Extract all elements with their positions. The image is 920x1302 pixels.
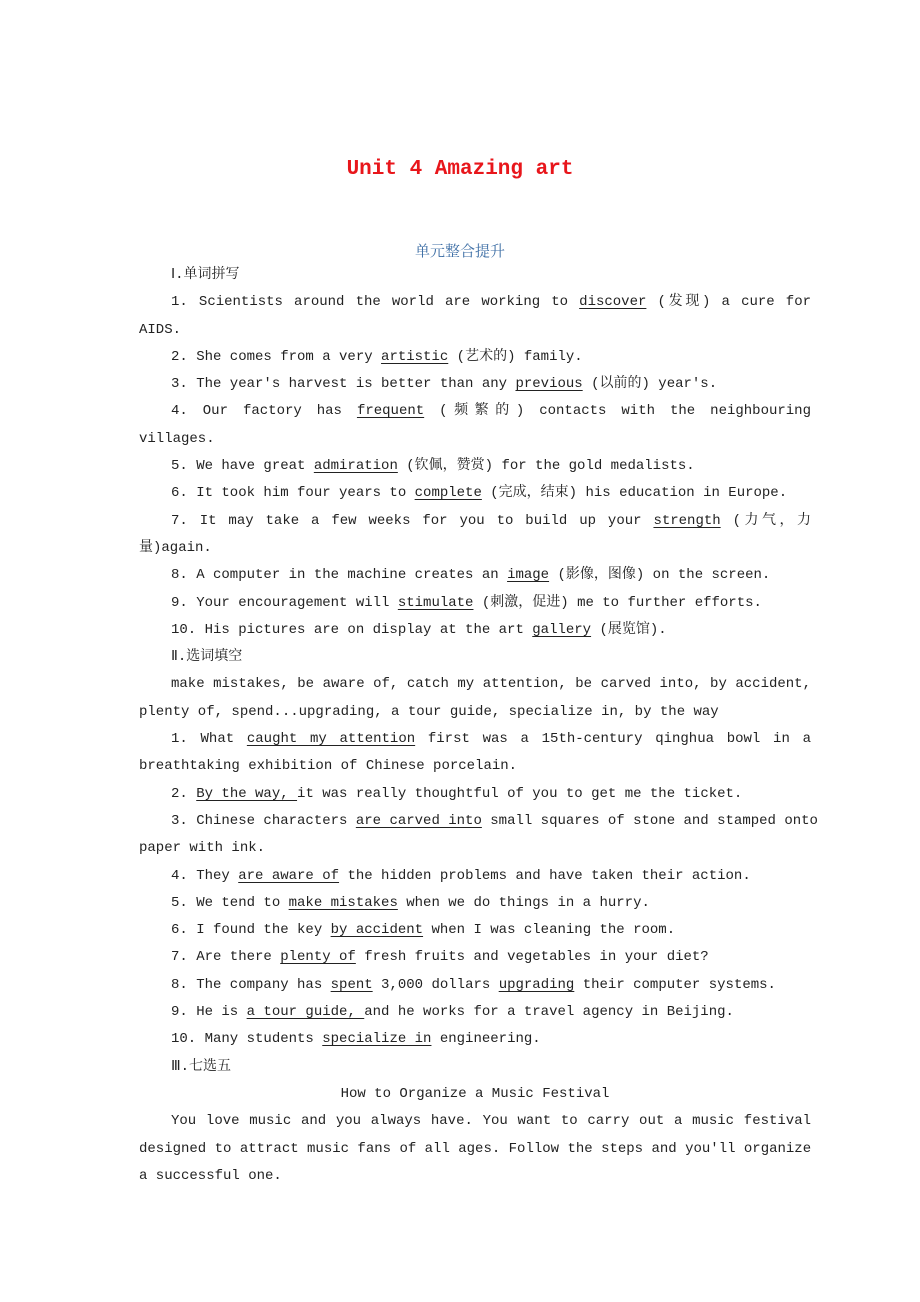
text-line xyxy=(139,783,811,810)
text-line xyxy=(139,482,811,509)
text-segment: 10. His pictures are on display at the art xyxy=(171,621,533,638)
text-line xyxy=(139,1138,811,1165)
answer-text: strength xyxy=(653,512,721,529)
text-segment: AIDS. xyxy=(139,321,182,338)
answer-text: image xyxy=(507,567,550,584)
text-line xyxy=(139,1083,811,1110)
answer-text: upgrading xyxy=(498,976,575,993)
text-line xyxy=(139,1165,811,1192)
text-line xyxy=(139,837,811,864)
text-line xyxy=(139,946,811,973)
text-segment: small squares of stone and stamped onto xyxy=(481,812,818,829)
answer-text: admiration xyxy=(313,458,398,475)
text-line xyxy=(139,264,811,291)
text-segment: (发现) a cure for xyxy=(646,294,811,311)
text-segment: breathtaking exhibition of Chinese porcelain. xyxy=(139,758,518,775)
text-segment: (以前的) year's. xyxy=(582,376,718,393)
text-segment: (刺激，促进) me to further efforts. xyxy=(473,594,762,611)
text-segment: (频繁的) contacts with the neighbouring xyxy=(424,403,811,420)
text-line xyxy=(139,755,811,782)
text-segment: fresh fruits and vegetables in your diet? xyxy=(355,949,709,966)
text-segment: (完成，结束) his education in Europe. xyxy=(481,485,788,502)
text-line xyxy=(139,319,811,346)
text-segment: designed to attract music fans of all ages. Follow the steps and you'll organize xyxy=(139,1140,812,1157)
text-line xyxy=(139,1056,811,1083)
document-subtitle: 单元整合提升 xyxy=(414,242,505,260)
text-segment: 4. They xyxy=(171,867,239,884)
text-line xyxy=(139,291,811,318)
answer-text: make mistakes xyxy=(288,894,398,911)
text-line xyxy=(139,728,811,755)
text-segment: (展览馆). xyxy=(591,621,667,638)
answer-text: are carved into xyxy=(355,812,482,829)
text-segment: villages. xyxy=(139,430,215,447)
text-line xyxy=(139,701,811,728)
text-segment: 5. We tend to xyxy=(171,894,289,911)
text-segment: 9. Your encouragement will xyxy=(171,594,398,611)
text-line xyxy=(139,619,811,646)
text-segment: 7. It may take a few weeks for you to build up your xyxy=(171,512,654,529)
text-segment: and he works for a travel agency in Beijing. xyxy=(364,1004,734,1021)
text-segment: engineering. xyxy=(431,1031,541,1048)
document-title: Unit 4 Amazing art xyxy=(346,158,574,181)
text-line xyxy=(139,974,811,1001)
text-line xyxy=(139,1028,811,1055)
answer-text: gallery xyxy=(532,621,592,638)
text-segment: when we do things in a hurry. xyxy=(397,894,650,911)
answer-text: artistic xyxy=(381,348,449,365)
answer-text: stimulate xyxy=(397,594,474,611)
text-segment: 2. She comes from a very xyxy=(171,348,382,365)
text-segment: their computer systems. xyxy=(574,976,776,993)
text-line xyxy=(139,510,811,537)
text-segment: plenty of, spend...upgrading, a tour guide, specialize in, by the way xyxy=(139,703,719,720)
text-segment: a successful one. xyxy=(139,1167,282,1184)
text-segment: (艺术的) family. xyxy=(448,348,583,365)
text-line xyxy=(139,564,811,591)
answer-text: a tour guide, xyxy=(246,1004,365,1021)
text-segment: How to Organize a Music Festival xyxy=(340,1085,610,1102)
text-segment: 10. Many students xyxy=(171,1031,323,1048)
text-line xyxy=(139,673,811,700)
text-line xyxy=(139,428,811,455)
text-segment: Ⅰ.单词拼写 xyxy=(171,267,240,283)
answer-text: plenty of xyxy=(280,949,356,966)
text-segment: 6. It took him four years to xyxy=(171,485,415,502)
text-segment: 3,000 dollars xyxy=(372,976,499,993)
text-segment: You love music and you always have. You want to carry out a music festival xyxy=(171,1113,811,1130)
text-segment: 量)again. xyxy=(139,539,212,556)
text-segment: 3. The year's harvest is better than any xyxy=(171,376,516,393)
answer-text: caught my attention xyxy=(246,731,416,748)
text-line xyxy=(139,919,811,946)
text-line xyxy=(139,537,811,564)
answer-text: are aware of xyxy=(238,867,340,884)
text-segment: first was a 15th-century qinghua bowl in a xyxy=(415,731,811,748)
text-segment: (钦佩，赞赏) for the gold medalists. xyxy=(397,458,695,475)
text-line xyxy=(139,346,811,373)
text-segment: make mistakes, be aware of, catch my attention, be carved into, by accident, xyxy=(171,676,811,693)
text-segment: paper with ink. xyxy=(139,840,266,857)
document-body xyxy=(139,264,818,1192)
text-line xyxy=(139,810,818,837)
answer-text: By the way, xyxy=(196,785,298,802)
text-segment: 9. He is xyxy=(171,1004,247,1021)
text-segment: 4. Our factory has xyxy=(171,403,357,420)
answer-text: by accident xyxy=(330,922,424,939)
text-line xyxy=(139,865,811,892)
text-segment: 2. xyxy=(171,785,197,802)
text-line xyxy=(139,455,811,482)
text-segment: 8. The company has xyxy=(171,976,331,993)
text-segment: Ⅱ.选词填空 xyxy=(171,649,243,666)
text-segment: (影像，图像) on the screen. xyxy=(549,567,771,584)
answer-text: specialize in xyxy=(322,1031,432,1048)
text-segment: 7. Are there xyxy=(171,949,281,966)
text-segment: 5. We have great xyxy=(171,458,314,475)
text-segment: 1. Scientists around the world are working to xyxy=(171,294,580,311)
answer-text: previous xyxy=(515,376,583,393)
text-segment: the hidden problems and have taken their action. xyxy=(339,867,751,884)
answer-text: complete xyxy=(414,485,482,502)
text-segment: 8. A computer in the machine creates an xyxy=(171,567,508,584)
answer-text: spent xyxy=(330,976,373,993)
answer-text: discover xyxy=(579,294,647,311)
text-line xyxy=(139,1001,811,1028)
text-line xyxy=(139,1110,811,1137)
text-line xyxy=(139,400,811,427)
text-line xyxy=(139,646,811,673)
text-segment: 3. Chinese characters xyxy=(171,812,356,829)
text-segment: 1. What xyxy=(171,731,247,748)
text-line xyxy=(139,373,811,400)
text-segment: 6. I found the key xyxy=(171,922,331,939)
text-segment: when I was cleaning the room. xyxy=(423,922,676,939)
text-line xyxy=(139,592,811,619)
text-line xyxy=(139,892,811,919)
text-segment: (力气，力 xyxy=(720,512,812,529)
text-segment: Ⅲ.七选五 xyxy=(171,1058,232,1075)
answer-text: frequent xyxy=(356,403,425,420)
text-segment: it was really thoughtful of you to get me the ticket. xyxy=(297,785,743,802)
